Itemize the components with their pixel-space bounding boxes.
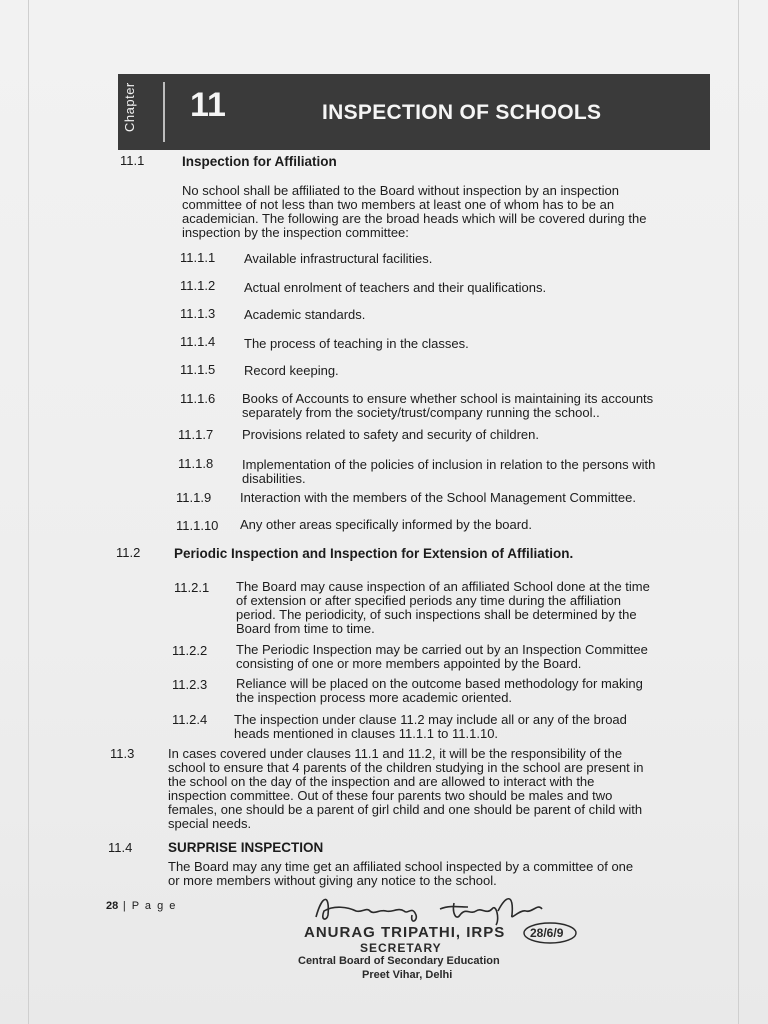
item-number: 11.1.2 xyxy=(180,278,216,293)
text-line: Record keeping. xyxy=(244,363,339,378)
item-text xyxy=(242,428,539,442)
item-number: 11.1.4 xyxy=(180,334,216,349)
item-number: 11.1.6 xyxy=(180,391,216,406)
chapter-title: INSPECTION OF SCHOOLS xyxy=(322,101,602,124)
text-line: The inspection under clause 11.2 may include all or any of the broad xyxy=(234,712,627,727)
item-number: 11.1.10 xyxy=(176,518,219,533)
text-line: The Board may any time get an affiliated school inspected by a committee of one xyxy=(168,859,634,874)
text-line: Provisions related to safety and security of children. xyxy=(242,427,539,442)
page-number-value: 28 xyxy=(106,900,119,912)
item-number: 11.2.3 xyxy=(172,677,208,692)
text-line: females, one should be a parent of girl child and one should be parent of child with xyxy=(168,802,643,817)
item-number: 11.1.5 xyxy=(180,362,216,377)
signatory-location: Preet Vihar, Delhi xyxy=(362,969,453,981)
text-line: committee of not less than two members at least one of whom has to be an xyxy=(182,197,615,212)
banner-divider xyxy=(163,82,165,142)
page-number-label: | P a g e xyxy=(122,900,177,912)
text-line: separately from the society/trust/company running the school.. xyxy=(242,404,600,420)
section-body xyxy=(168,747,690,831)
text-line: disabilities. xyxy=(242,470,306,486)
text-line: Board from time to time. xyxy=(236,621,375,636)
chapter-label: Chapter xyxy=(122,82,137,132)
item-text xyxy=(240,518,532,532)
section-number: 11.1 xyxy=(120,153,145,168)
text-line: special needs. xyxy=(168,816,252,831)
item-number: 11.1.3 xyxy=(180,306,216,321)
item-number: 11.1.1 xyxy=(180,250,216,265)
section-body xyxy=(168,860,633,887)
item-text xyxy=(244,337,469,351)
item-text xyxy=(234,713,627,740)
text-line: Books of Accounts to ensure whether school is maintaining its accounts xyxy=(242,391,654,406)
section-number: 11.2 xyxy=(116,545,141,560)
stamp-date: 28/6/9 xyxy=(530,926,564,940)
signatory-designation: SECRETARY xyxy=(360,941,442,955)
text-line: of extension or after specified periods any time during the affiliation xyxy=(236,593,621,608)
item-number: 11.1.8 xyxy=(178,456,214,471)
item-number: 11.1.7 xyxy=(178,427,214,442)
text-line: The process of teaching in the classes. xyxy=(244,336,469,351)
item-text xyxy=(244,364,339,378)
text-line: Actual enrolment of teachers and their qualifications. xyxy=(244,280,547,295)
text-line: inspection committee. Out of these four parents two should be males and two xyxy=(168,788,613,803)
text-line: Available infrastructural facilities. xyxy=(244,251,433,266)
item-number: 11.2.2 xyxy=(172,643,208,658)
section-intro xyxy=(182,184,702,240)
text-line: The Periodic Inspection may be carried out by an Inspection Committee xyxy=(236,642,648,657)
text-line: No school shall be affiliated to the Board without inspection by an inspection xyxy=(182,183,619,198)
text-line: Reliance will be placed on the outcome based methodology for making xyxy=(236,676,643,691)
text-line: heads mentioned in clauses 11.1.1 to 11.1.10. xyxy=(234,725,499,741)
text-line: the school on the day of the inspection and are allowed to interact with the xyxy=(168,774,595,789)
text-line: Any other areas specifically informed by the board. xyxy=(240,517,532,532)
item-text xyxy=(244,281,546,295)
text-line: Academic standards. xyxy=(244,307,366,322)
chapter-number: 11 xyxy=(190,86,226,124)
scan-edge-right xyxy=(738,0,739,1024)
signatory-organization: Central Board of Secondary Education xyxy=(298,955,500,967)
item-text xyxy=(244,252,432,266)
text-line: In cases covered under clauses 11.1 and 11.2, it will be the responsibility of the xyxy=(168,746,623,761)
item-text xyxy=(240,491,636,505)
page-number xyxy=(106,900,177,912)
item-text xyxy=(244,308,365,322)
text-line: Interaction with the members of the School Management Committee. xyxy=(240,490,636,505)
section-number: 11.4 xyxy=(108,840,133,855)
text-line: the inspection process more academic oriented. xyxy=(236,689,513,705)
text-line: or more members without giving any notice to the school. xyxy=(168,872,497,888)
item-number: 11.2.1 xyxy=(174,580,210,595)
text-line: Implementation of the policies of inclusion in relation to the persons with xyxy=(242,457,656,472)
item-text xyxy=(236,677,643,704)
item-text xyxy=(236,580,694,636)
text-line: inspection by the inspection committee: xyxy=(182,225,409,240)
text-line: period. The periodicity, of such inspections shall be determined by the xyxy=(236,607,637,622)
item-text xyxy=(242,458,655,485)
scan-edge-left xyxy=(28,0,29,1024)
item-text xyxy=(242,392,653,419)
text-line: academician. The following are the broad heads which will be covered during the xyxy=(182,211,647,226)
section-heading: Periodic Inspection and Inspection for Extension of Affiliation. xyxy=(174,546,574,561)
text-line: consisting of one or more members appointed by the Board. xyxy=(236,655,582,671)
text-line: school to ensure that 4 parents of the children studying in the school are present in xyxy=(168,760,644,775)
item-number: 11.2.4 xyxy=(172,712,208,727)
signatory-name: ANURAG TRIPATHI, IRPS xyxy=(304,924,506,941)
text-line: The Board may cause inspection of an affiliated School done at the time xyxy=(236,579,650,594)
section-number: 11.3 xyxy=(110,746,135,761)
section-heading: Inspection for Affiliation xyxy=(182,154,337,169)
item-number: 11.1.9 xyxy=(176,490,212,505)
item-text xyxy=(236,643,648,670)
section-heading: SURPRISE INSPECTION xyxy=(168,840,324,855)
